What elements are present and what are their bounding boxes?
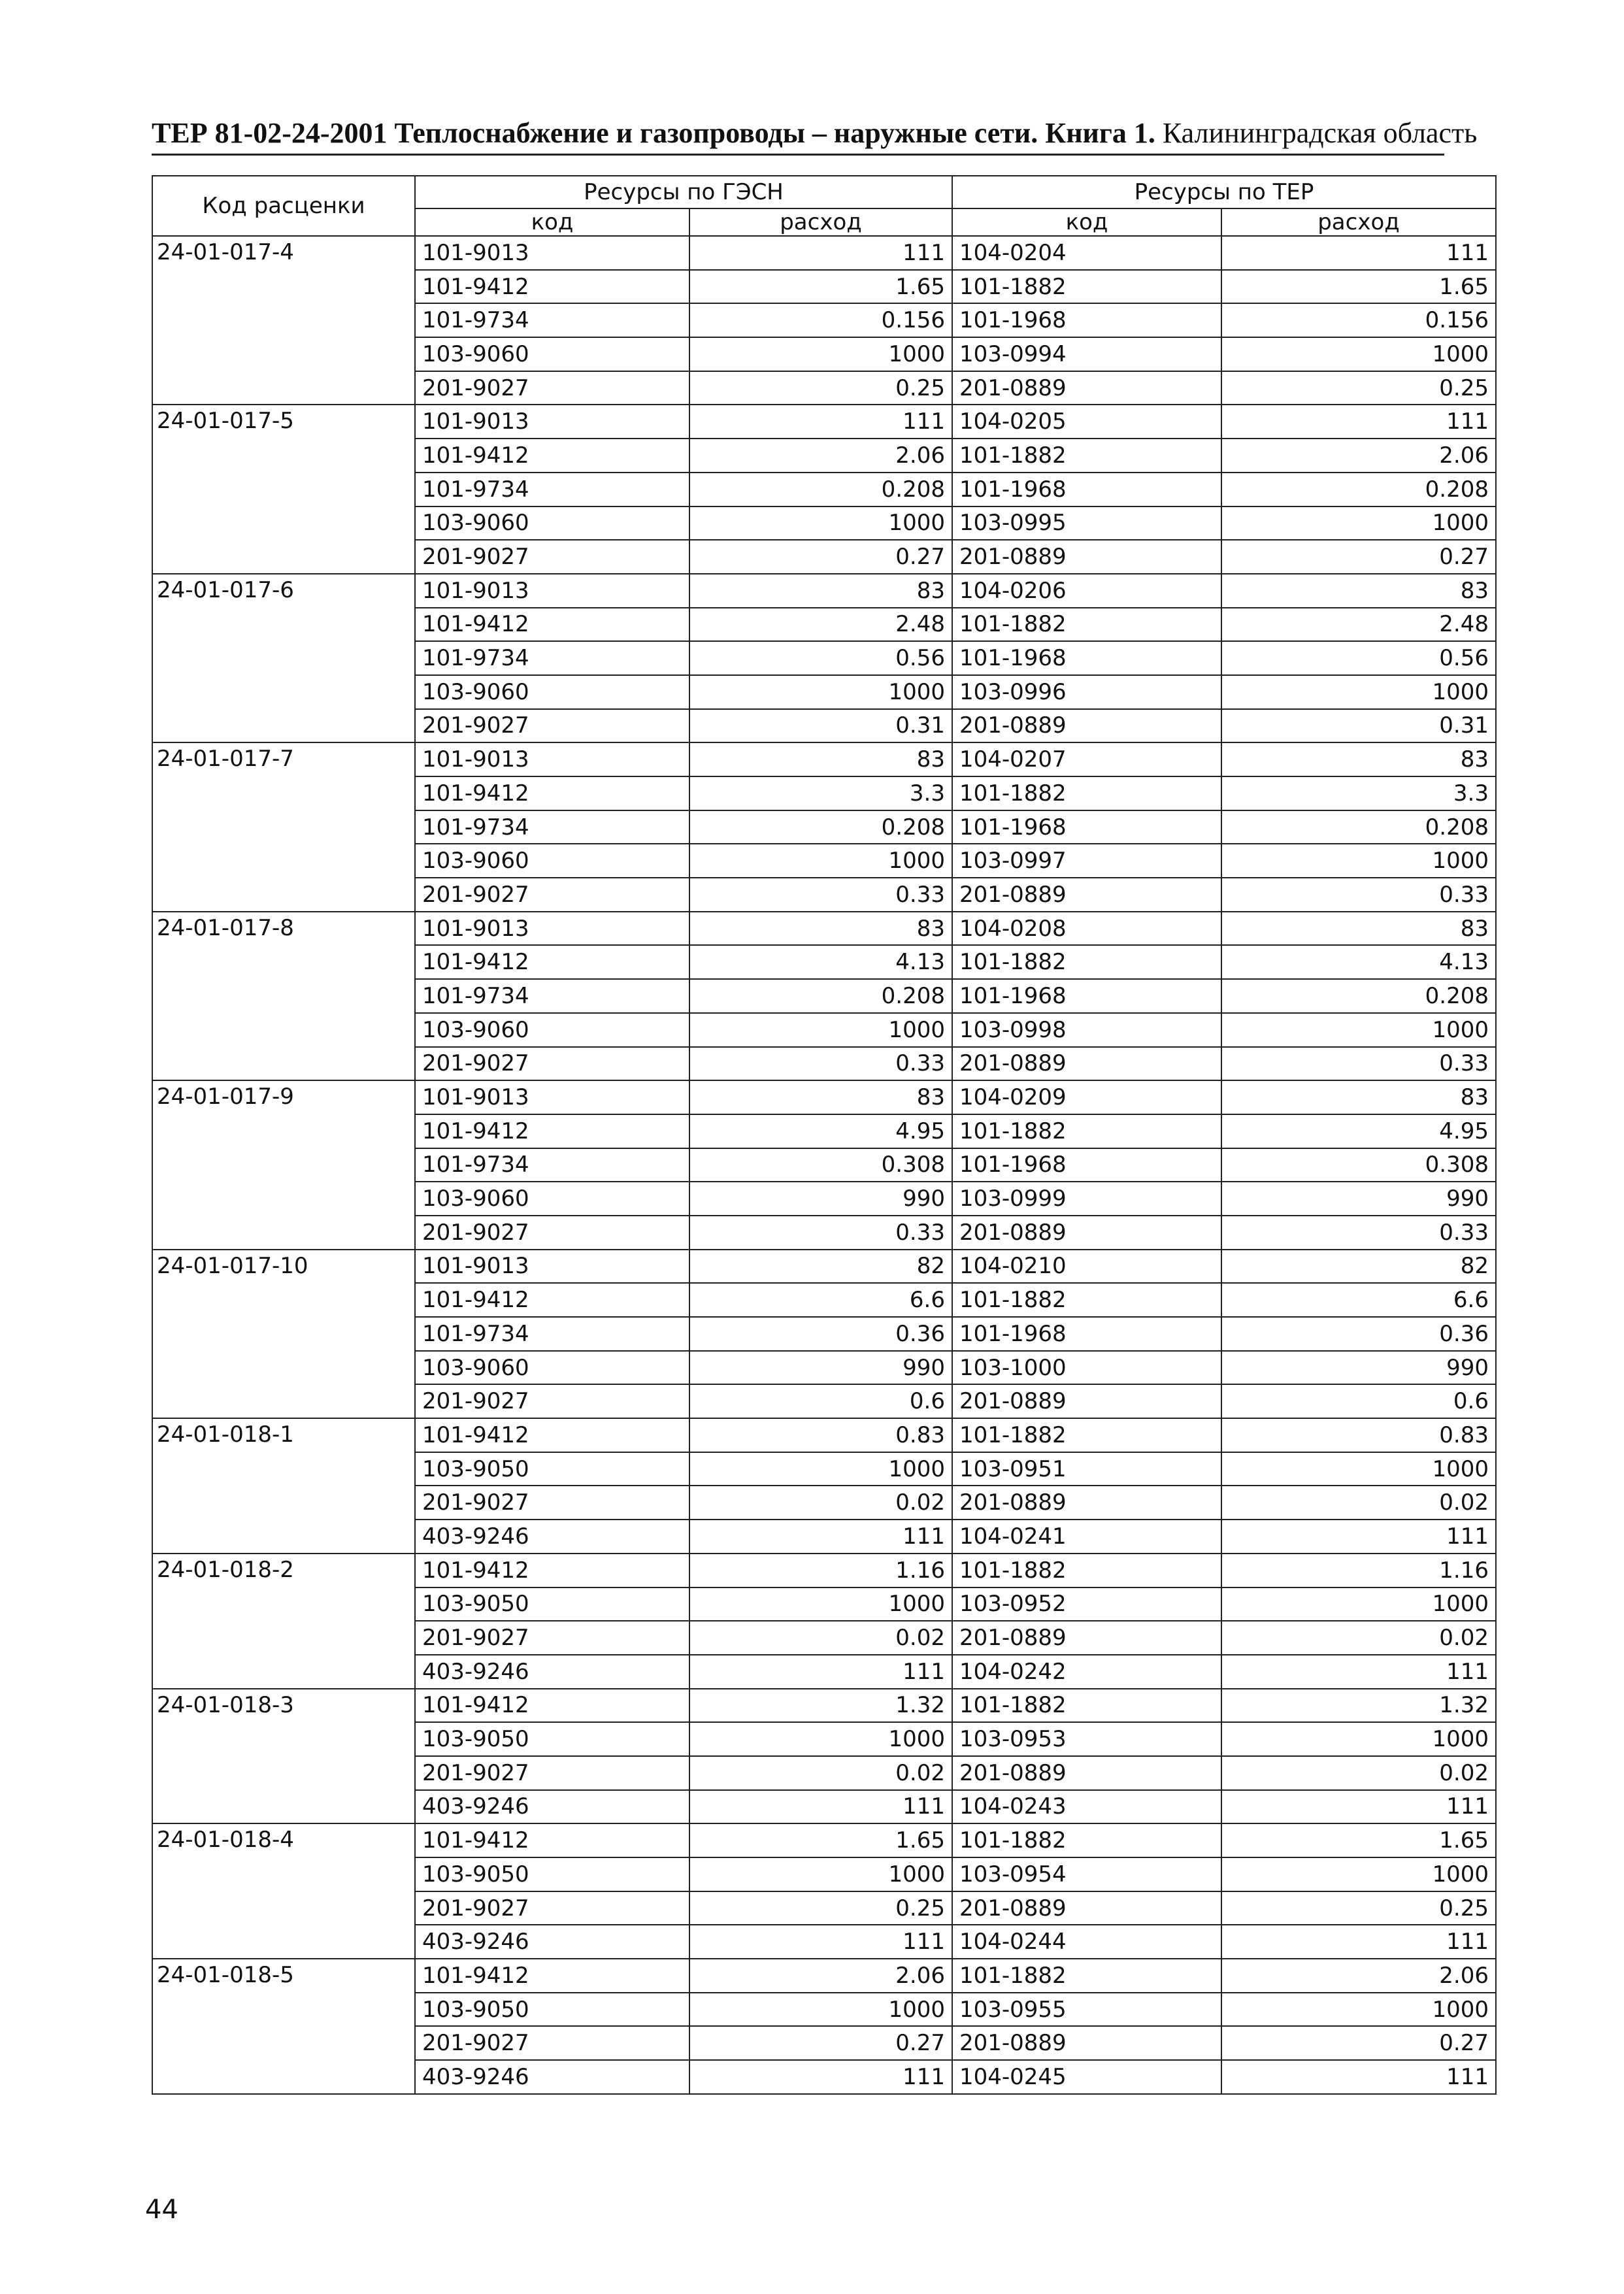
- ter-rate-cell: 83: [1221, 912, 1496, 946]
- ter-code-cell: 104-0208: [952, 912, 1221, 946]
- ter-code-cell: 101-1882: [952, 1418, 1221, 1452]
- gesn-rate-cell: 1000: [689, 675, 952, 709]
- ter-rate-cell: 83: [1221, 742, 1496, 776]
- ter-code-cell: 101-1882: [952, 270, 1221, 304]
- ter-rate-cell: 111: [1221, 236, 1496, 270]
- gesn-rate-cell: 2.48: [689, 608, 952, 642]
- gesn-rate-cell: 1000: [689, 1452, 952, 1486]
- ter-rate-cell: 1000: [1221, 675, 1496, 709]
- table-row: [152, 1959, 1496, 1993]
- gesn-rate-cell: 0.02: [689, 1621, 952, 1655]
- table-row: [152, 405, 1496, 439]
- gesn-rate-cell: 1.32: [689, 1689, 952, 1723]
- gesn-rate-cell: 4.13: [689, 945, 952, 979]
- ter-code-cell: 101-1882: [952, 945, 1221, 979]
- gesn-rate-cell: 0.33: [689, 878, 952, 912]
- page-number: 44: [145, 2195, 178, 2225]
- gesn-code-cell: 101-9412: [415, 1554, 689, 1588]
- ter-rate-cell: 0.208: [1221, 810, 1496, 844]
- ter-rate-cell: 990: [1221, 1351, 1496, 1385]
- ter-rate-cell: 0.208: [1221, 979, 1496, 1013]
- gesn-rate-cell: 111: [689, 1790, 952, 1824]
- ter-rate-cell: 111: [1221, 1520, 1496, 1554]
- gesn-code-cell: 103-9060: [415, 337, 689, 371]
- ter-code-cell: 103-0951: [952, 1452, 1221, 1486]
- table-row: [152, 1418, 1496, 1452]
- ter-code-cell: 104-0206: [952, 574, 1221, 608]
- table-row: [152, 574, 1496, 608]
- gesn-code-cell: 201-9027: [415, 1621, 689, 1655]
- ter-code-cell: 201-0889: [952, 1891, 1221, 1925]
- subheader-ter-rate: расход: [1221, 208, 1496, 236]
- rate-code-cell: 24-01-018-3: [152, 1689, 415, 1824]
- ter-code-cell: 201-0889: [952, 1384, 1221, 1418]
- gesn-code-cell: 103-9060: [415, 507, 689, 540]
- ter-rate-cell: 0.6: [1221, 1384, 1496, 1418]
- group-header-gesn: Ресурсы по ГЭСН: [415, 176, 952, 208]
- ter-rate-cell: 83: [1221, 574, 1496, 608]
- gesn-rate-cell: 1.16: [689, 1554, 952, 1588]
- gesn-code-cell: 201-9027: [415, 1047, 689, 1081]
- gesn-code-cell: 101-9412: [415, 1823, 689, 1857]
- gesn-code-cell: 101-9734: [415, 303, 689, 337]
- gesn-rate-cell: 0.27: [689, 540, 952, 574]
- gesn-rate-cell: 2.06: [689, 439, 952, 473]
- ter-rate-cell: 1000: [1221, 1993, 1496, 2027]
- ter-rate-cell: 111: [1221, 1925, 1496, 1959]
- gesn-rate-cell: 0.156: [689, 303, 952, 337]
- ter-code-cell: 101-1882: [952, 1959, 1221, 1993]
- ter-code-cell: 201-0889: [952, 1486, 1221, 1520]
- ter-rate-cell: 0.25: [1221, 371, 1496, 405]
- gesn-code-cell: 201-9027: [415, 1756, 689, 1790]
- table-row: [152, 1250, 1496, 1284]
- gesn-rate-cell: 0.208: [689, 473, 952, 507]
- ter-code-cell: 104-0204: [952, 236, 1221, 270]
- gesn-code-cell: 201-9027: [415, 878, 689, 912]
- ter-code-cell: 103-0954: [952, 1857, 1221, 1891]
- table-row: [152, 236, 1496, 270]
- ter-rate-cell: 3.3: [1221, 776, 1496, 810]
- gesn-code-cell: 201-9027: [415, 1216, 689, 1250]
- rate-code-cell: 24-01-017-10: [152, 1250, 415, 1418]
- ter-code-cell: 201-0889: [952, 878, 1221, 912]
- gesn-code-cell: 101-9013: [415, 742, 689, 776]
- ter-code-cell: 101-1968: [952, 1317, 1221, 1351]
- gesn-code-cell: 101-9734: [415, 1317, 689, 1351]
- gesn-rate-cell: 990: [689, 1351, 952, 1385]
- ter-rate-cell: 0.208: [1221, 473, 1496, 507]
- rate-code-cell: 24-01-017-9: [152, 1080, 415, 1249]
- resources-table: [152, 175, 1497, 2095]
- gesn-code-cell: 101-9013: [415, 1080, 689, 1114]
- ter-code-cell: 201-0889: [952, 1216, 1221, 1250]
- ter-code-cell: 101-1882: [952, 439, 1221, 473]
- ter-code-cell: 201-0889: [952, 709, 1221, 743]
- gesn-code-cell: 101-9013: [415, 1250, 689, 1284]
- ter-code-cell: 101-1968: [952, 473, 1221, 507]
- table-row: [152, 1689, 1496, 1723]
- gesn-rate-cell: 0.83: [689, 1418, 952, 1452]
- gesn-code-cell: 101-9412: [415, 608, 689, 642]
- ter-code-cell: 104-0245: [952, 2060, 1221, 2094]
- ter-rate-cell: 1000: [1221, 507, 1496, 540]
- gesn-code-cell: 403-9246: [415, 1925, 689, 1959]
- gesn-code-cell: 103-9050: [415, 1588, 689, 1621]
- gesn-code-cell: 403-9246: [415, 1520, 689, 1554]
- ter-code-cell: 101-1968: [952, 1148, 1221, 1182]
- gesn-rate-cell: 1000: [689, 1588, 952, 1621]
- ter-rate-cell: 111: [1221, 405, 1496, 439]
- ter-code-cell: 104-0242: [952, 1655, 1221, 1689]
- gesn-code-cell: 103-9060: [415, 1182, 689, 1216]
- gesn-rate-cell: 6.6: [689, 1283, 952, 1317]
- gesn-rate-cell: 1000: [689, 1857, 952, 1891]
- ter-rate-cell: 1.32: [1221, 1689, 1496, 1723]
- ter-code-cell: 104-0243: [952, 1790, 1221, 1824]
- gesn-rate-cell: 990: [689, 1182, 952, 1216]
- gesn-rate-cell: 111: [689, 1520, 952, 1554]
- gesn-rate-cell: 0.25: [689, 371, 952, 405]
- header-title: ТЕР 81-02-24-2001 Теплоснабжение и газопроводы – наружные сети. Книга 1.: [152, 117, 1155, 149]
- gesn-code-cell: 403-9246: [415, 2060, 689, 2094]
- ter-rate-cell: 0.02: [1221, 1486, 1496, 1520]
- ter-rate-cell: 0.308: [1221, 1148, 1496, 1182]
- table-row: [152, 1554, 1496, 1588]
- ter-rate-cell: 0.33: [1221, 1047, 1496, 1081]
- gesn-rate-cell: 1000: [689, 1993, 952, 2027]
- gesn-code-cell: 101-9412: [415, 1959, 689, 1993]
- gesn-code-cell: 103-9060: [415, 1351, 689, 1385]
- ter-rate-cell: 111: [1221, 1790, 1496, 1824]
- ter-code-cell: 201-0889: [952, 371, 1221, 405]
- rate-code-cell: 24-01-017-4: [152, 236, 415, 405]
- gesn-rate-cell: 0.36: [689, 1317, 952, 1351]
- ter-code-cell: 201-0889: [952, 2026, 1221, 2060]
- gesn-code-cell: 101-9412: [415, 439, 689, 473]
- ter-rate-cell: 0.33: [1221, 1216, 1496, 1250]
- ter-code-cell: 101-1882: [952, 1823, 1221, 1857]
- ter-code-cell: 201-0889: [952, 1621, 1221, 1655]
- gesn-rate-cell: 0.31: [689, 709, 952, 743]
- gesn-code-cell: 201-9027: [415, 540, 689, 574]
- ter-code-cell: 103-0952: [952, 1588, 1221, 1621]
- ter-rate-cell: 6.6: [1221, 1283, 1496, 1317]
- rate-code-cell: 24-01-018-1: [152, 1418, 415, 1554]
- ter-rate-cell: 2.06: [1221, 1959, 1496, 1993]
- ter-code-cell: 101-1882: [952, 1283, 1221, 1317]
- gesn-rate-cell: 111: [689, 1655, 952, 1689]
- gesn-rate-cell: 1.65: [689, 270, 952, 304]
- ter-code-cell: 101-1882: [952, 1554, 1221, 1588]
- table-row: [152, 1823, 1496, 1857]
- ter-rate-cell: 0.156: [1221, 303, 1496, 337]
- gesn-rate-cell: 0.56: [689, 641, 952, 675]
- ter-rate-cell: 990: [1221, 1182, 1496, 1216]
- ter-rate-cell: 0.27: [1221, 540, 1496, 574]
- ter-rate-cell: 0.02: [1221, 1621, 1496, 1655]
- gesn-rate-cell: 111: [689, 405, 952, 439]
- ter-rate-cell: 1000: [1221, 337, 1496, 371]
- ter-rate-cell: 2.48: [1221, 608, 1496, 642]
- gesn-rate-cell: 0.33: [689, 1216, 952, 1250]
- ter-code-cell: 103-0999: [952, 1182, 1221, 1216]
- subheader-gesn-code: код: [415, 208, 689, 236]
- gesn-code-cell: 403-9246: [415, 1790, 689, 1824]
- ter-code-cell: 104-0207: [952, 742, 1221, 776]
- gesn-rate-cell: 0.308: [689, 1148, 952, 1182]
- rate-code-cell: 24-01-018-5: [152, 1959, 415, 2094]
- gesn-rate-cell: 1000: [689, 337, 952, 371]
- rate-code-cell: 24-01-018-4: [152, 1823, 415, 1959]
- gesn-code-cell: 103-9050: [415, 1857, 689, 1891]
- ter-rate-cell: 0.56: [1221, 641, 1496, 675]
- ter-code-cell: 104-0209: [952, 1080, 1221, 1114]
- gesn-code-cell: 101-9013: [415, 574, 689, 608]
- ter-code-cell: 103-1000: [952, 1351, 1221, 1385]
- gesn-code-cell: 101-9013: [415, 405, 689, 439]
- ter-rate-cell: 111: [1221, 2060, 1496, 2094]
- gesn-code-cell: 101-9734: [415, 641, 689, 675]
- gesn-rate-cell: 83: [689, 742, 952, 776]
- ter-rate-cell: 0.25: [1221, 1891, 1496, 1925]
- gesn-code-cell: 101-9734: [415, 979, 689, 1013]
- ter-rate-cell: 4.95: [1221, 1114, 1496, 1148]
- gesn-code-cell: 101-9412: [415, 1283, 689, 1317]
- subheader-ter-code: код: [952, 208, 1221, 236]
- ter-rate-cell: 1000: [1221, 1452, 1496, 1486]
- col-header-code: Код расценки: [152, 176, 415, 236]
- gesn-code-cell: 201-9027: [415, 1384, 689, 1418]
- gesn-code-cell: 103-9060: [415, 1013, 689, 1047]
- gesn-rate-cell: 0.208: [689, 810, 952, 844]
- ter-code-cell: 201-0889: [952, 1047, 1221, 1081]
- ter-rate-cell: 0.27: [1221, 2026, 1496, 2060]
- rate-code-cell: 24-01-018-2: [152, 1554, 415, 1689]
- gesn-rate-cell: 111: [689, 1925, 952, 1959]
- ter-rate-cell: 0.33: [1221, 878, 1496, 912]
- group-header-ter: Ресурсы по ТЕР: [952, 176, 1496, 208]
- gesn-rate-cell: 0.02: [689, 1486, 952, 1520]
- gesn-code-cell: 101-9412: [415, 1418, 689, 1452]
- gesn-rate-cell: 4.95: [689, 1114, 952, 1148]
- gesn-code-cell: 101-9412: [415, 945, 689, 979]
- gesn-rate-cell: 111: [689, 236, 952, 270]
- ter-code-cell: 101-1968: [952, 979, 1221, 1013]
- gesn-code-cell: 201-9027: [415, 371, 689, 405]
- rate-code-cell: 24-01-017-6: [152, 574, 415, 742]
- gesn-rate-cell: 0.6: [689, 1384, 952, 1418]
- gesn-code-cell: 101-9412: [415, 776, 689, 810]
- ter-rate-cell: 83: [1221, 1080, 1496, 1114]
- ter-code-cell: 201-0889: [952, 540, 1221, 574]
- ter-rate-cell: 82: [1221, 1250, 1496, 1284]
- gesn-code-cell: 103-9050: [415, 1993, 689, 2027]
- ter-rate-cell: 2.06: [1221, 439, 1496, 473]
- ter-rate-cell: 1000: [1221, 844, 1496, 878]
- gesn-rate-cell: 0.27: [689, 2026, 952, 2060]
- ter-rate-cell: 0.83: [1221, 1418, 1496, 1452]
- ter-rate-cell: 1.65: [1221, 270, 1496, 304]
- ter-code-cell: 103-0997: [952, 844, 1221, 878]
- gesn-rate-cell: 83: [689, 1080, 952, 1114]
- ter-rate-cell: 1000: [1221, 1857, 1496, 1891]
- ter-rate-cell: 1.16: [1221, 1554, 1496, 1588]
- ter-code-cell: 101-1968: [952, 641, 1221, 675]
- gesn-code-cell: 101-9412: [415, 270, 689, 304]
- gesn-rate-cell: 83: [689, 574, 952, 608]
- ter-code-cell: 103-0998: [952, 1013, 1221, 1047]
- table-row: [152, 912, 1496, 946]
- gesn-code-cell: 201-9027: [415, 709, 689, 743]
- gesn-code-cell: 103-9050: [415, 1452, 689, 1486]
- resources-table-wrap: [152, 175, 1497, 2095]
- rate-code-cell: 24-01-017-5: [152, 405, 415, 573]
- gesn-rate-cell: 1000: [689, 844, 952, 878]
- ter-code-cell: 101-1882: [952, 776, 1221, 810]
- ter-code-cell: 104-0205: [952, 405, 1221, 439]
- gesn-rate-cell: 0.02: [689, 1756, 952, 1790]
- page-header: [152, 116, 1478, 156]
- ter-rate-cell: 4.13: [1221, 945, 1496, 979]
- table-row: [152, 1080, 1496, 1114]
- gesn-rate-cell: 0.208: [689, 979, 952, 1013]
- table-row: [152, 742, 1496, 776]
- resources-table-body: [152, 236, 1496, 2094]
- ter-code-cell: 104-0210: [952, 1250, 1221, 1284]
- gesn-rate-cell: 0.25: [689, 1891, 952, 1925]
- ter-rate-cell: 1000: [1221, 1013, 1496, 1047]
- gesn-rate-cell: 1000: [689, 507, 952, 540]
- rate-code-cell: 24-01-017-8: [152, 912, 415, 1080]
- ter-code-cell: 104-0244: [952, 1925, 1221, 1959]
- header-region: Калининградская область: [1162, 117, 1478, 149]
- gesn-rate-cell: 1000: [689, 1722, 952, 1756]
- gesn-code-cell: 201-9027: [415, 1486, 689, 1520]
- ter-code-cell: 103-0955: [952, 1993, 1221, 2027]
- ter-rate-cell: 1000: [1221, 1722, 1496, 1756]
- gesn-code-cell: 101-9013: [415, 236, 689, 270]
- ter-code-cell: 101-1882: [952, 608, 1221, 642]
- ter-code-cell: 103-0953: [952, 1722, 1221, 1756]
- gesn-code-cell: 101-9013: [415, 912, 689, 946]
- ter-code-cell: 103-0996: [952, 675, 1221, 709]
- ter-rate-cell: 1000: [1221, 1588, 1496, 1621]
- gesn-code-cell: 201-9027: [415, 1891, 689, 1925]
- gesn-code-cell: 101-9734: [415, 810, 689, 844]
- ter-rate-cell: 0.02: [1221, 1756, 1496, 1790]
- gesn-rate-cell: 111: [689, 2060, 952, 2094]
- gesn-code-cell: 101-9412: [415, 1114, 689, 1148]
- ter-code-cell: 104-0241: [952, 1520, 1221, 1554]
- gesn-code-cell: 101-9412: [415, 1689, 689, 1723]
- gesn-code-cell: 101-9734: [415, 473, 689, 507]
- ter-rate-cell: 0.31: [1221, 709, 1496, 743]
- rate-code-cell: 24-01-017-7: [152, 742, 415, 911]
- gesn-code-cell: 103-9050: [415, 1722, 689, 1756]
- gesn-code-cell: 103-9060: [415, 675, 689, 709]
- gesn-code-cell: 403-9246: [415, 1655, 689, 1689]
- ter-rate-cell: 111: [1221, 1655, 1496, 1689]
- gesn-rate-cell: 1.65: [689, 1823, 952, 1857]
- gesn-rate-cell: 3.3: [689, 776, 952, 810]
- gesn-rate-cell: 1000: [689, 1013, 952, 1047]
- gesn-code-cell: 101-9734: [415, 1148, 689, 1182]
- ter-rate-cell: 0.36: [1221, 1317, 1496, 1351]
- gesn-rate-cell: 0.33: [689, 1047, 952, 1081]
- ter-code-cell: 103-0994: [952, 337, 1221, 371]
- subheader-gesn-rate: расход: [689, 208, 952, 236]
- ter-code-cell: 201-0889: [952, 1756, 1221, 1790]
- gesn-rate-cell: 83: [689, 912, 952, 946]
- gesn-code-cell: 103-9060: [415, 844, 689, 878]
- ter-code-cell: 101-1882: [952, 1114, 1221, 1148]
- ter-code-cell: 101-1968: [952, 303, 1221, 337]
- gesn-rate-cell: 82: [689, 1250, 952, 1284]
- ter-rate-cell: 1.65: [1221, 1823, 1496, 1857]
- gesn-code-cell: 201-9027: [415, 2026, 689, 2060]
- ter-code-cell: 103-0995: [952, 507, 1221, 540]
- gesn-rate-cell: 2.06: [689, 1959, 952, 1993]
- ter-code-cell: 101-1882: [952, 1689, 1221, 1723]
- ter-code-cell: 101-1968: [952, 810, 1221, 844]
